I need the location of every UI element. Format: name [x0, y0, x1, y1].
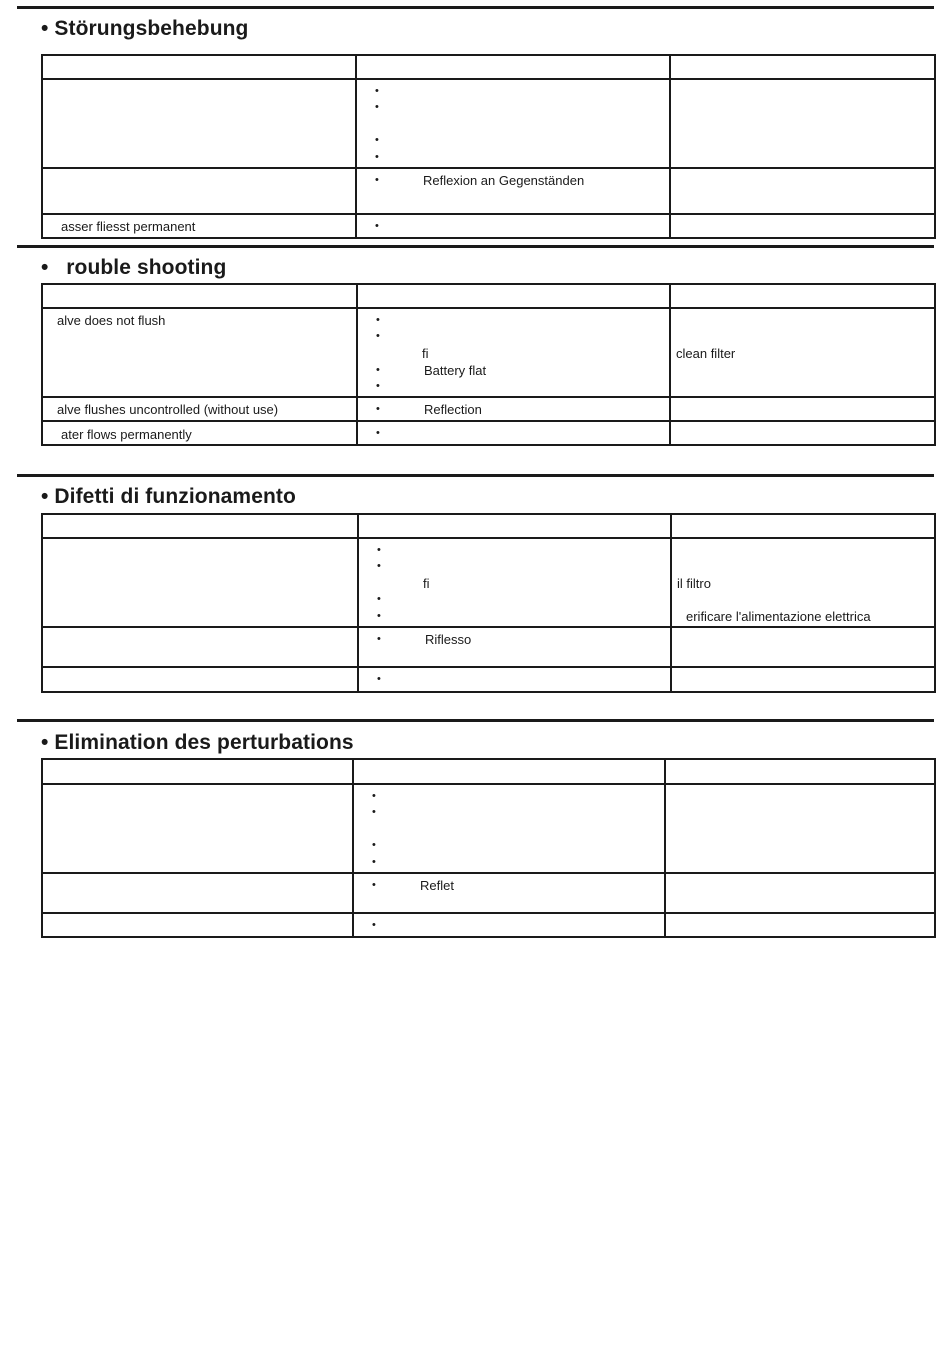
- list-bullet: •: [377, 593, 381, 605]
- list-bullet: •: [375, 174, 379, 186]
- troubleshooting-table-it: [41, 513, 936, 693]
- problem-cell: [42, 667, 358, 692]
- remedy-cell: [665, 784, 935, 873]
- problem-cell: [42, 913, 353, 937]
- section-divider: [17, 245, 934, 248]
- list-bullet: •: [376, 364, 380, 376]
- remedy-cell: [665, 913, 935, 937]
- list-bullet: •: [375, 134, 379, 146]
- table-row: [42, 421, 935, 445]
- troubleshooting-table-fr: [41, 758, 936, 938]
- list-bullet: •: [376, 403, 380, 415]
- cause-text: Reflection: [424, 402, 482, 417]
- section-divider: [17, 6, 934, 9]
- header-cell: [358, 514, 671, 538]
- table-row: [42, 397, 935, 421]
- cause-text: Battery flat: [424, 363, 487, 378]
- remedy-text: clean filter: [676, 346, 736, 361]
- cause-text: Riflesso: [425, 632, 472, 647]
- list-bullet: •: [377, 560, 381, 572]
- list-bullet: •: [372, 839, 376, 851]
- list-bullet: •: [376, 314, 380, 326]
- remedy-cell: [665, 873, 935, 913]
- table-row: [42, 873, 935, 913]
- problem-text: alve does not flush: [57, 313, 166, 328]
- header-cell: [665, 759, 935, 784]
- remedy-cell: [670, 79, 935, 168]
- header-cell: [356, 55, 670, 79]
- remedy-cell: [671, 538, 935, 627]
- cause-text: fi: [423, 576, 430, 591]
- header-cell: [42, 514, 358, 538]
- remedy-cell: [671, 667, 935, 692]
- table-row: [42, 667, 935, 692]
- cause-text: Reflet: [420, 878, 454, 893]
- problem-cell: [42, 168, 356, 214]
- problem-cell: [42, 79, 356, 168]
- list-bullet: •: [376, 427, 380, 439]
- cause-cell: [357, 397, 670, 421]
- cause-cell: [357, 308, 670, 397]
- list-bullet: •: [372, 919, 376, 931]
- list-bullet: •: [372, 879, 376, 891]
- section-title-it: • Difetti di funzionamento: [41, 485, 296, 508]
- problem-cell: [42, 627, 358, 667]
- section-title-fr: • Elimination des perturbations: [41, 731, 354, 754]
- table-row: [42, 913, 935, 937]
- remedy-cell: [670, 421, 935, 445]
- header-cell: [42, 55, 356, 79]
- section-title-en: • rouble shooting: [41, 256, 227, 279]
- table-row: [42, 627, 935, 667]
- cause-cell: [356, 168, 670, 214]
- section-divider: [17, 719, 934, 722]
- list-bullet: •: [372, 856, 376, 868]
- table-row: [42, 308, 935, 397]
- cause-cell: [353, 913, 665, 937]
- header-cell: [671, 514, 935, 538]
- cause-cell: [358, 538, 671, 627]
- cause-cell: [356, 214, 670, 238]
- troubleshooting-table-en: [41, 283, 936, 446]
- cause-cell: [358, 667, 671, 692]
- troubleshooting-table-de: [41, 54, 936, 239]
- list-bullet: •: [376, 330, 380, 342]
- cause-cell: [356, 79, 670, 168]
- header-cell: [357, 284, 670, 308]
- header-cell: [353, 759, 665, 784]
- table-header-row: [42, 284, 935, 308]
- list-bullet: •: [375, 85, 379, 97]
- cause-text: fi: [422, 346, 429, 361]
- table-header-row: [42, 514, 935, 538]
- remedy-cell: [670, 397, 935, 421]
- header-cell: [42, 759, 353, 784]
- problem-cell: [42, 538, 358, 627]
- problem-text: ater flows permanently: [61, 427, 192, 442]
- list-bullet: •: [377, 544, 381, 556]
- table-header-row: [42, 759, 935, 784]
- section-divider: [17, 474, 934, 477]
- problem-cell: [42, 397, 357, 421]
- remedy-cell: [670, 308, 935, 397]
- problem-text: asser fliesst permanent: [61, 219, 196, 234]
- table-row: [42, 214, 935, 238]
- list-bullet: •: [372, 806, 376, 818]
- problem-text: alve flushes uncontrolled (without use): [57, 402, 279, 417]
- problem-cell: [42, 421, 357, 445]
- cause-cell: [358, 627, 671, 667]
- problem-cell: [42, 873, 353, 913]
- table-row: [42, 784, 935, 873]
- header-cell: [670, 55, 935, 79]
- table-row: [42, 168, 935, 214]
- header-cell: [670, 284, 935, 308]
- problem-cell: [42, 308, 357, 397]
- cause-text: Reflexion an Gegenständen: [423, 173, 585, 188]
- cause-cell: [357, 421, 670, 445]
- table-row: [42, 79, 935, 168]
- remedy-cell: [671, 627, 935, 667]
- remedy-text: il filtro: [677, 576, 711, 591]
- problem-cell: [42, 784, 353, 873]
- list-bullet: •: [375, 101, 379, 113]
- table-header-row: [42, 55, 935, 79]
- remedy-text: erificare l'alimentazione elettrica: [686, 609, 871, 624]
- list-bullet: •: [375, 220, 379, 232]
- table-row: [42, 538, 935, 627]
- problem-cell: [42, 214, 356, 238]
- list-bullet: •: [372, 790, 376, 802]
- cause-cell: [353, 873, 665, 913]
- list-bullet: •: [377, 610, 381, 622]
- list-bullet: •: [376, 380, 380, 392]
- section-title-de: • Störungsbehebung: [41, 17, 249, 40]
- list-bullet: •: [377, 633, 381, 645]
- remedy-cell: [670, 168, 935, 214]
- header-cell: [42, 284, 357, 308]
- list-bullet: •: [377, 673, 381, 685]
- cause-cell: [353, 784, 665, 873]
- remedy-cell: [670, 214, 935, 238]
- list-bullet: •: [375, 151, 379, 163]
